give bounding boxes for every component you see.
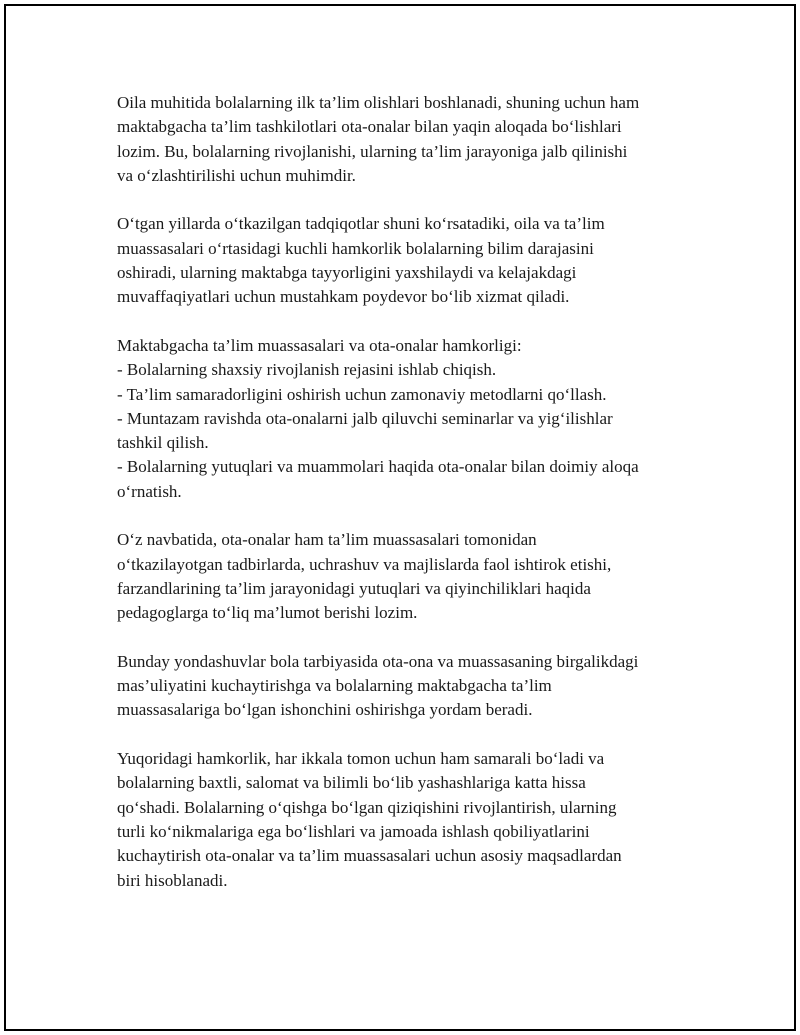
paragraph-intro: Oila muhitida bolalarning ilk ta’lim olishlari boshlanadi, shuning uchun ham maktabgacha ta’lim tashkilotlari ota-onalar bilan yaqin aloqada bo‘lishlari lozim. Bu, bolalarning rivojlanishi, ularning ta’lim jarayoniga jalb qilinishi va o‘zlashtirilishi uchun muhimdir. — [117, 93, 640, 185]
paragraph-parents-role: O‘z navbatida, ota-onalar ham ta’lim muassasalari tomonidan o‘tkazilayotgan tadbirlarda, uchrashuv va majlislarda faol ishtirok etishi, farzandlarining ta’lim jarayonidagi yutuqlari va qiyinchiliklari haqida pedagoglarga to‘liq ma’lumot berishi lozim. — [117, 530, 612, 623]
paragraph-cooperation-list: Maktabgacha ta’lim muassasalari va ota-onalar hamkorligi: - Bolalarning shaxsiy rivojlanish rejasini ishlab chiqish. - Ta’lim samaradorligini oshirish uchun zamonaviy metodlarni qo‘llash. - Muntazam ravishda ota-onalarni jalb qiluvchi seminarlar va yig‘ilishlar tashkil qilish. - Bolalarning yutuqlari va muammolari haqida ota-onalar bilan doimiy aloqa o‘rnatish. — [117, 335, 639, 501]
paragraph-research: O‘tgan yillarda o‘tkazilgan tadqiqotlar shuni ko‘rsatadiki, oila va ta’lim muassasalari o‘rtasidagi kuchli hamkorlik bolalarning bilim darajasini oshiradi, ularning maktabga tayyorligini yaxshilaydi va kelajakdagi muvaffaqiyatlari uchun mustahkam poydevor bo‘lib xizmat qiladi. — [117, 214, 605, 307]
paragraph-approach: Bunday yondashuvlar bola tarbiyasida ota-ona va muassasaning birgalikdagi mas’uliyatini kuchaytirishga va bolalarning maktabgacha ta’lim muassasalariga bo‘lgan ishonchini oshirishga yordam beradi. — [117, 651, 639, 720]
paragraph-conclusion: Yuqoridagi hamkorlik, har ikkala tomon uchun ham samarali bo‘ladi va bolalarning baxtli, salomat va bilimli bo‘lib yashashlariga katta hissa qo‘shadi. Bolalarning o‘qishga bo‘lgan qiziqishini rivojlantirish, ularning turli ko‘nikmalariga ega bo‘lishlari va jamoada ishlash qobiliyatlarini kuchaytirish ota-onalar va ta’lim muassasalari uchun asosiy maqsadlardan biri hisoblanadi. — [117, 749, 622, 890]
document-body — [117, 91, 687, 893]
